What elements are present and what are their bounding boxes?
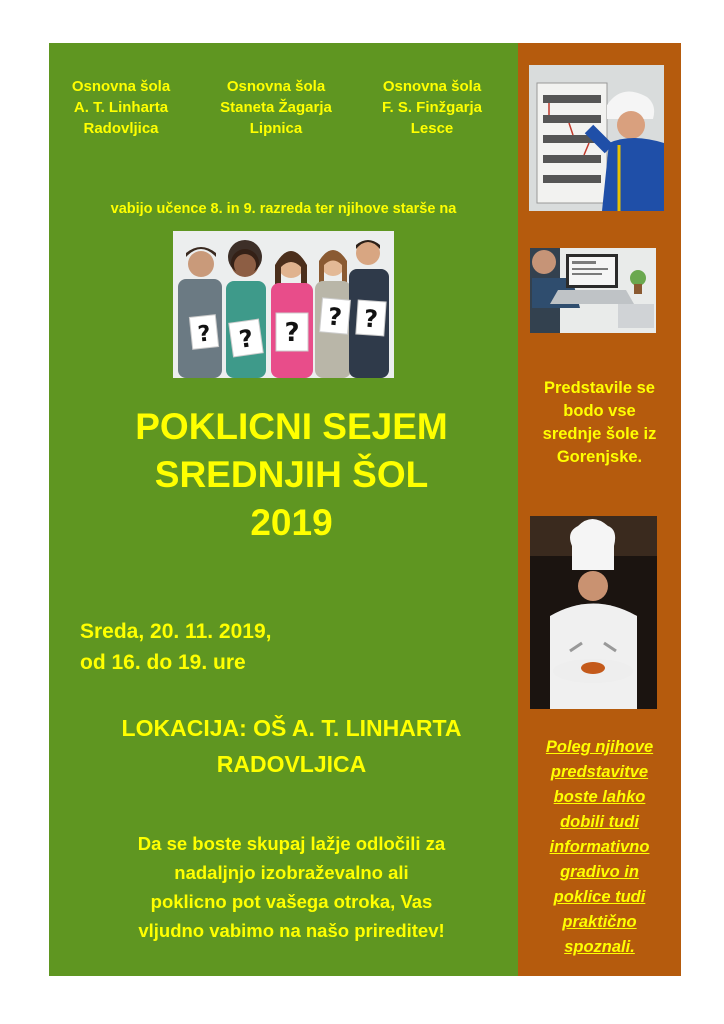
chef-photo [530,516,657,709]
note1-line-1: Predstavile se [544,379,655,397]
poster [49,43,681,976]
school-1 [46,76,196,139]
materials-note [518,735,681,960]
school-2-line-1: Osnovna šola [226,78,326,95]
event-time: od 16. do 19. ure [80,651,246,674]
note2-line-2: predstavitve [550,763,649,781]
title-line-3: 2019 [250,502,333,543]
closing-line-3: poklicno pot vašega otroka, Vas [150,891,433,912]
svg-text:?: ? [237,324,255,354]
sidebar [518,43,681,976]
invitation-line: vabijo učence 8. in 9. razreda ter njihove starše na [110,201,457,217]
svg-text:?: ? [326,302,344,332]
title-line-2: SREDNJIH ŠOL [154,454,429,495]
svg-text:?: ? [284,318,300,348]
closing-line-4: vljudno vabimo na našo prireditev! [138,920,445,941]
note1-line-4: Gorenjske. [556,448,643,466]
main-panel [49,43,518,976]
school-2-line-3: Lipnica [249,120,303,137]
title-line-1: POKLICNI SEJEM [135,406,448,447]
students-question-photo [173,231,394,378]
school-2-line-2: Staneta Žagarja [220,99,332,116]
school-3-line-3: Lesce [410,120,454,137]
svg-text:?: ? [196,321,212,348]
laptop-photo [530,248,656,333]
location-line-1: LOKACIJA: OŠ A. T. LINHARTA [121,715,462,741]
note2-line-9: spoznali. [564,938,635,956]
event-date: Sreda, 20. 11. 2019, [80,620,272,643]
event-location [49,710,534,782]
note1-line-3: srednje šole iz [542,425,657,443]
closing-line-2: nadaljnjo izobraževalno ali [174,862,409,883]
closing-line-1: Da se boste skupaj lažje odločili za [137,833,446,854]
electrician-photo [529,65,664,211]
note2-line-6: gradivo in [560,863,639,881]
location-line-2: RADOVLJICA [216,751,367,777]
note1-line-2: bodo vse [563,402,636,420]
closing-paragraph [49,829,534,945]
note2-line-3: boste lahko [553,788,646,806]
note2-line-7: poklice tudi [553,888,646,906]
note2-line-5: informativno [549,838,650,856]
school-1-line-3: Radovljica [83,120,159,137]
school-2 [201,76,351,139]
note2-line-4: dobili tudi [560,813,639,831]
school-3 [357,76,507,139]
note2-line-8: praktično [562,913,637,931]
event-date-time [80,616,271,678]
schools-presentation-note [518,377,681,469]
fair-title [49,403,534,547]
school-1-line-1: Osnovna šola [71,78,171,95]
school-1-line-2: A. T. Linharta [73,99,169,116]
note2-line-1: Poleg njihove [545,738,654,756]
school-3-line-1: Osnovna šola [382,78,482,95]
school-3-line-2: F. S. Finžgarja [381,99,483,116]
svg-text:?: ? [363,304,379,334]
